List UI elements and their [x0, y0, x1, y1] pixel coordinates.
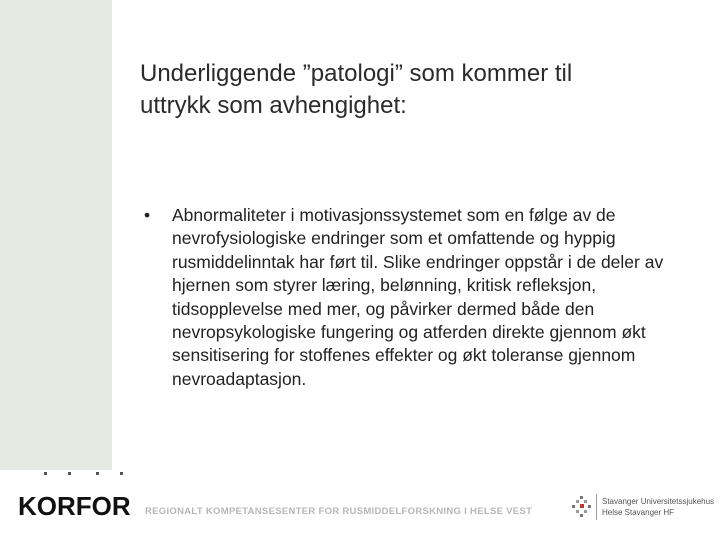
slide-title — [140, 58, 700, 122]
bullet-list — [144, 204, 684, 391]
hospital-name-line-2: Helse Stavanger HF — [602, 508, 675, 517]
bullet-icon: • — [144, 205, 151, 225]
hospital-name — [602, 496, 714, 518]
bullet-text: Abnormaliteter i motivasjonssystemet som en følge av de nevrofysiologiske endringer som et omfattende og hyppig rusmiddelinntak har ført til. Slike endringer oppstår i de deler av hjernen som styrer læring, belønning, kritisk refleksjon, tidsopplevelse med mer, og påvirker dermed både den nevropsykologiske fungering og atferden direkte gjennom økt sensitisering for stoffenes effekter og økt toleranse gjennom nevroadaptasjon. — [172, 205, 664, 389]
side-band — [0, 0, 112, 470]
hospital-mark-icon — [572, 496, 592, 518]
hospital-logo-divider — [596, 494, 597, 520]
title-line-2: uttrykk som avhengighet: — [140, 92, 407, 119]
hospital-name-line-1: Stavanger Universitetssjukehus — [602, 497, 715, 506]
footer-org-text: REGIONALT KOMPETANSESENTER FOR RUSMIDDELFORSKNING I HELSE VEST — [145, 506, 533, 517]
title-line-1: Underliggende ”patologi” som kommer til — [140, 60, 573, 87]
hospital-logo — [572, 494, 715, 520]
bullet-item — [144, 204, 684, 391]
korfor-logo: KORFOR — [18, 491, 131, 521]
